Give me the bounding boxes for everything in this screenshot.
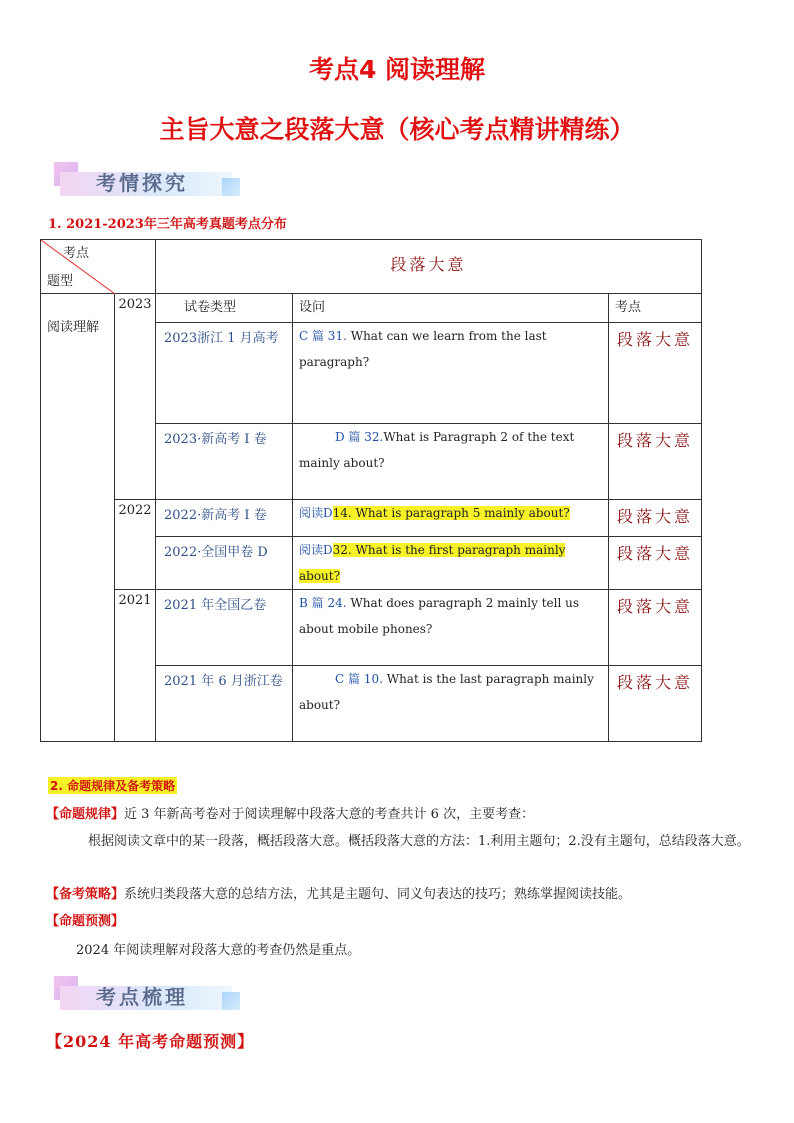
question-cell [293,666,609,742]
year-cell: 2021 [115,590,156,742]
question-cell [293,323,609,424]
strategy-paragraph [46,883,750,906]
table-row [41,500,702,537]
question-text: What is the last paragraph mainly about? [299,672,594,712]
point-cell: 段落大意 [609,323,702,424]
document-title: 考点4 阅读理解 [308,55,486,84]
question-type-cell: 阅读理解 [41,294,115,742]
question-text-highlighted: 14. What is paragraph 5 mainly about? [332,506,570,520]
corner-label-point: 考点 [63,246,90,261]
strategy-label: 【备考策略】 [46,887,125,902]
question-text: What is Paragraph 2 of the text mainly about? [299,430,575,470]
rule-text: 近 3 年新高考卷对于阅读理解中段落大意的考查共计 6 次，主要考查： [124,807,535,822]
paper-cell: 2021 年全国乙卷 [156,590,293,666]
rule-detail-paragraph: 根据阅读文章中的某一段落，概括段落大意。概括段落大意的方法：1.利用主题句；2.没有主题句，总结段落大意。 [88,834,750,849]
section-heading-strategy: 2. 命题规律及备考策略 [50,779,176,793]
point-cell: 段落大意 [609,590,702,666]
table-topic-header: 段落大意 [156,240,702,294]
forecast-label-line [46,910,750,933]
banner-square-decoration [222,178,240,196]
question-text: What does paragraph 2 mainly tell us about mobile phones? [299,596,580,636]
section-banner-exam-analysis [54,162,254,202]
question-cell [293,537,609,590]
point-cell: 段落大意 [609,537,702,590]
question-label: D 篇 32. [335,430,384,444]
banner-label: 考情探究 [96,171,188,195]
strategy-text: 系统归类段落大意的总结方法，尤其是主题句、同义句表达的技巧；熟练掌握阅读技能。 [124,887,632,902]
banner-square-decoration [222,992,240,1010]
question-label: C 篇 31. [299,329,347,343]
point-cell: 段落大意 [609,666,702,742]
section-banner-key-points [54,976,254,1016]
section-heading-distribution: 1. 2021-2023年三年高考真题考点分布 [48,217,287,232]
question-text-highlighted: 32. What is the first paragraph mainly about? [299,543,566,583]
document-subtitle: 主旨大意之段落大意（核心考点精讲精练） [159,115,635,144]
question-label: 阅读D [299,506,333,520]
banner-label: 考点梳理 [96,985,188,1009]
point-cell: 段落大意 [609,500,702,537]
exam-distribution-table [40,239,702,742]
paper-cell: 2021 年 6 月浙江卷 [156,666,293,742]
point-cell: 段落大意 [609,424,702,500]
forecast-label: 【命题预测】 [46,914,125,929]
question-cell [293,500,609,537]
paper-cell: 2022·新高考 I 卷 [156,500,293,537]
column-header-point: 考点 [609,294,702,323]
question-cell [293,590,609,666]
paper-cell: 2023·新高考 I 卷 [156,424,293,500]
question-label: B 篇 24. [299,596,347,610]
forecast-paragraph: 2024 年阅读理解对段落大意的考查仍然是重点。 [76,943,361,958]
year-cell: 2023 [115,294,156,500]
corner-label-type: 题型 [47,274,74,289]
column-header-question: 设问 [293,294,609,323]
rule-paragraph [46,803,750,826]
table-row [41,590,702,666]
question-cell [293,424,609,500]
table-corner-cell [41,240,156,294]
question-label: C 篇 10. [335,672,383,686]
paper-cell: 2023浙江 1 月高考 [156,323,293,424]
year-cell: 2022 [115,500,156,590]
column-header-paper: 试卷类型 [156,294,293,323]
question-label: 阅读D [299,543,333,557]
rule-label: 【命题规律】 [46,807,125,822]
paper-cell: 2022·全国甲卷 D [156,537,293,590]
question-text: What can we learn from the last paragraph? [299,329,547,369]
forecast-heading: 【2024 年高考命题预测】 [46,1032,255,1051]
